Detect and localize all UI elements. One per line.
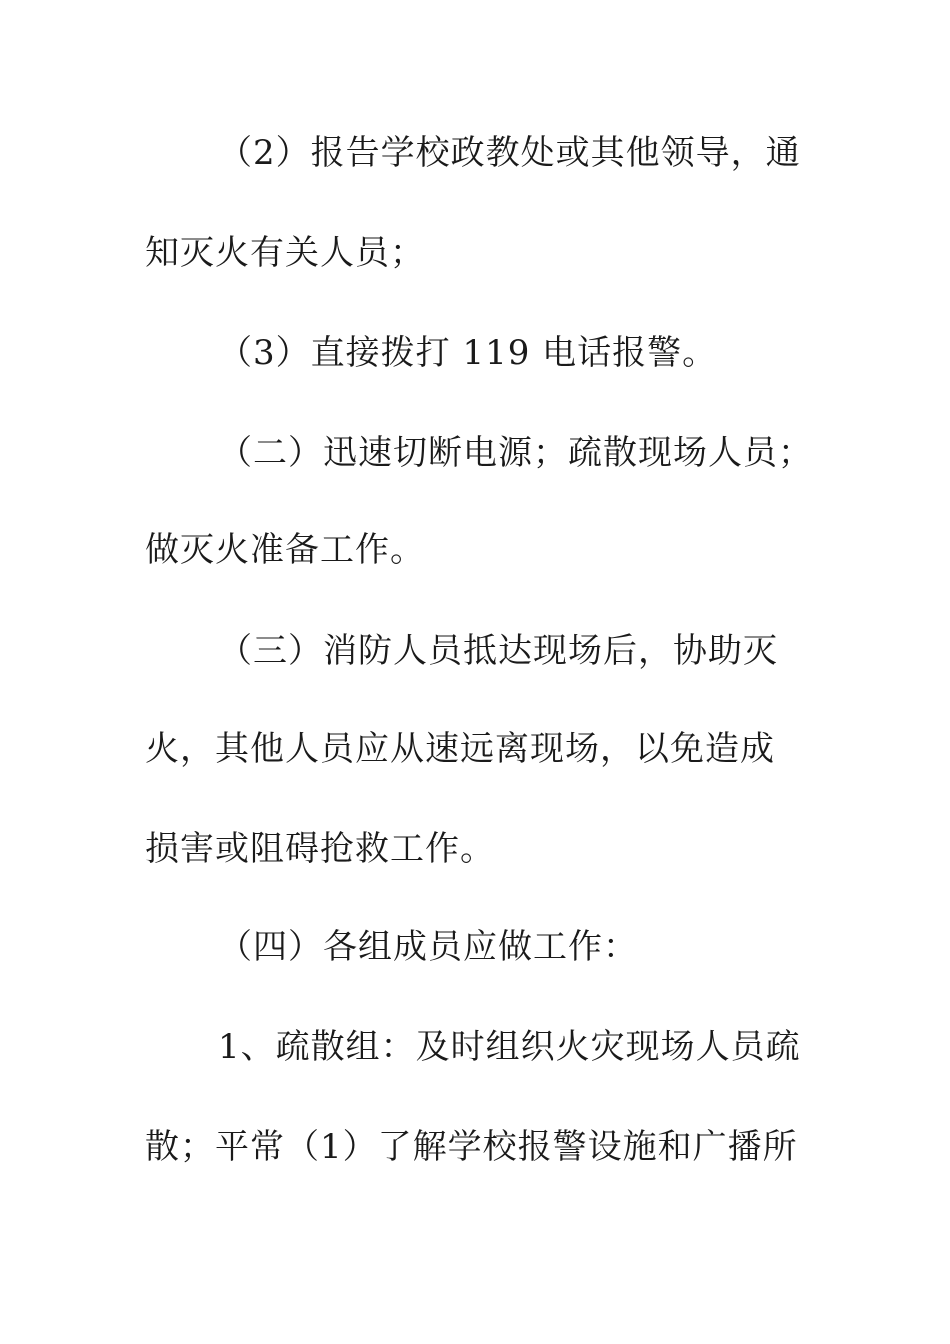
paragraph-line: （2）报告学校政教处或其他领导，通	[218, 133, 801, 173]
paragraph-line: 做灭火准备工作。	[145, 530, 425, 570]
paragraph-line: （三）消防人员抵达现场后，协助灭	[218, 631, 778, 671]
paragraph-line: 损害或阻碍抢救工作。	[145, 829, 495, 869]
paragraph-line: 1、疏散组：及时组织火灾现场人员疏	[218, 1027, 801, 1067]
paragraph-line: （3）直接拨打 119 电话报警。	[218, 333, 718, 373]
paragraph-line: 知灭火有关人员；	[145, 233, 425, 273]
paragraph-line: 散；平常（1）了解学校报警设施和广播所	[145, 1127, 798, 1167]
paragraph-line: （四）各组成员应做工作：	[218, 927, 638, 967]
paragraph-line: （二）迅速切断电源；疏散现场人员；	[218, 433, 813, 473]
paragraph-line: 火，其他人员应从速远离现场，以免造成	[145, 729, 775, 769]
